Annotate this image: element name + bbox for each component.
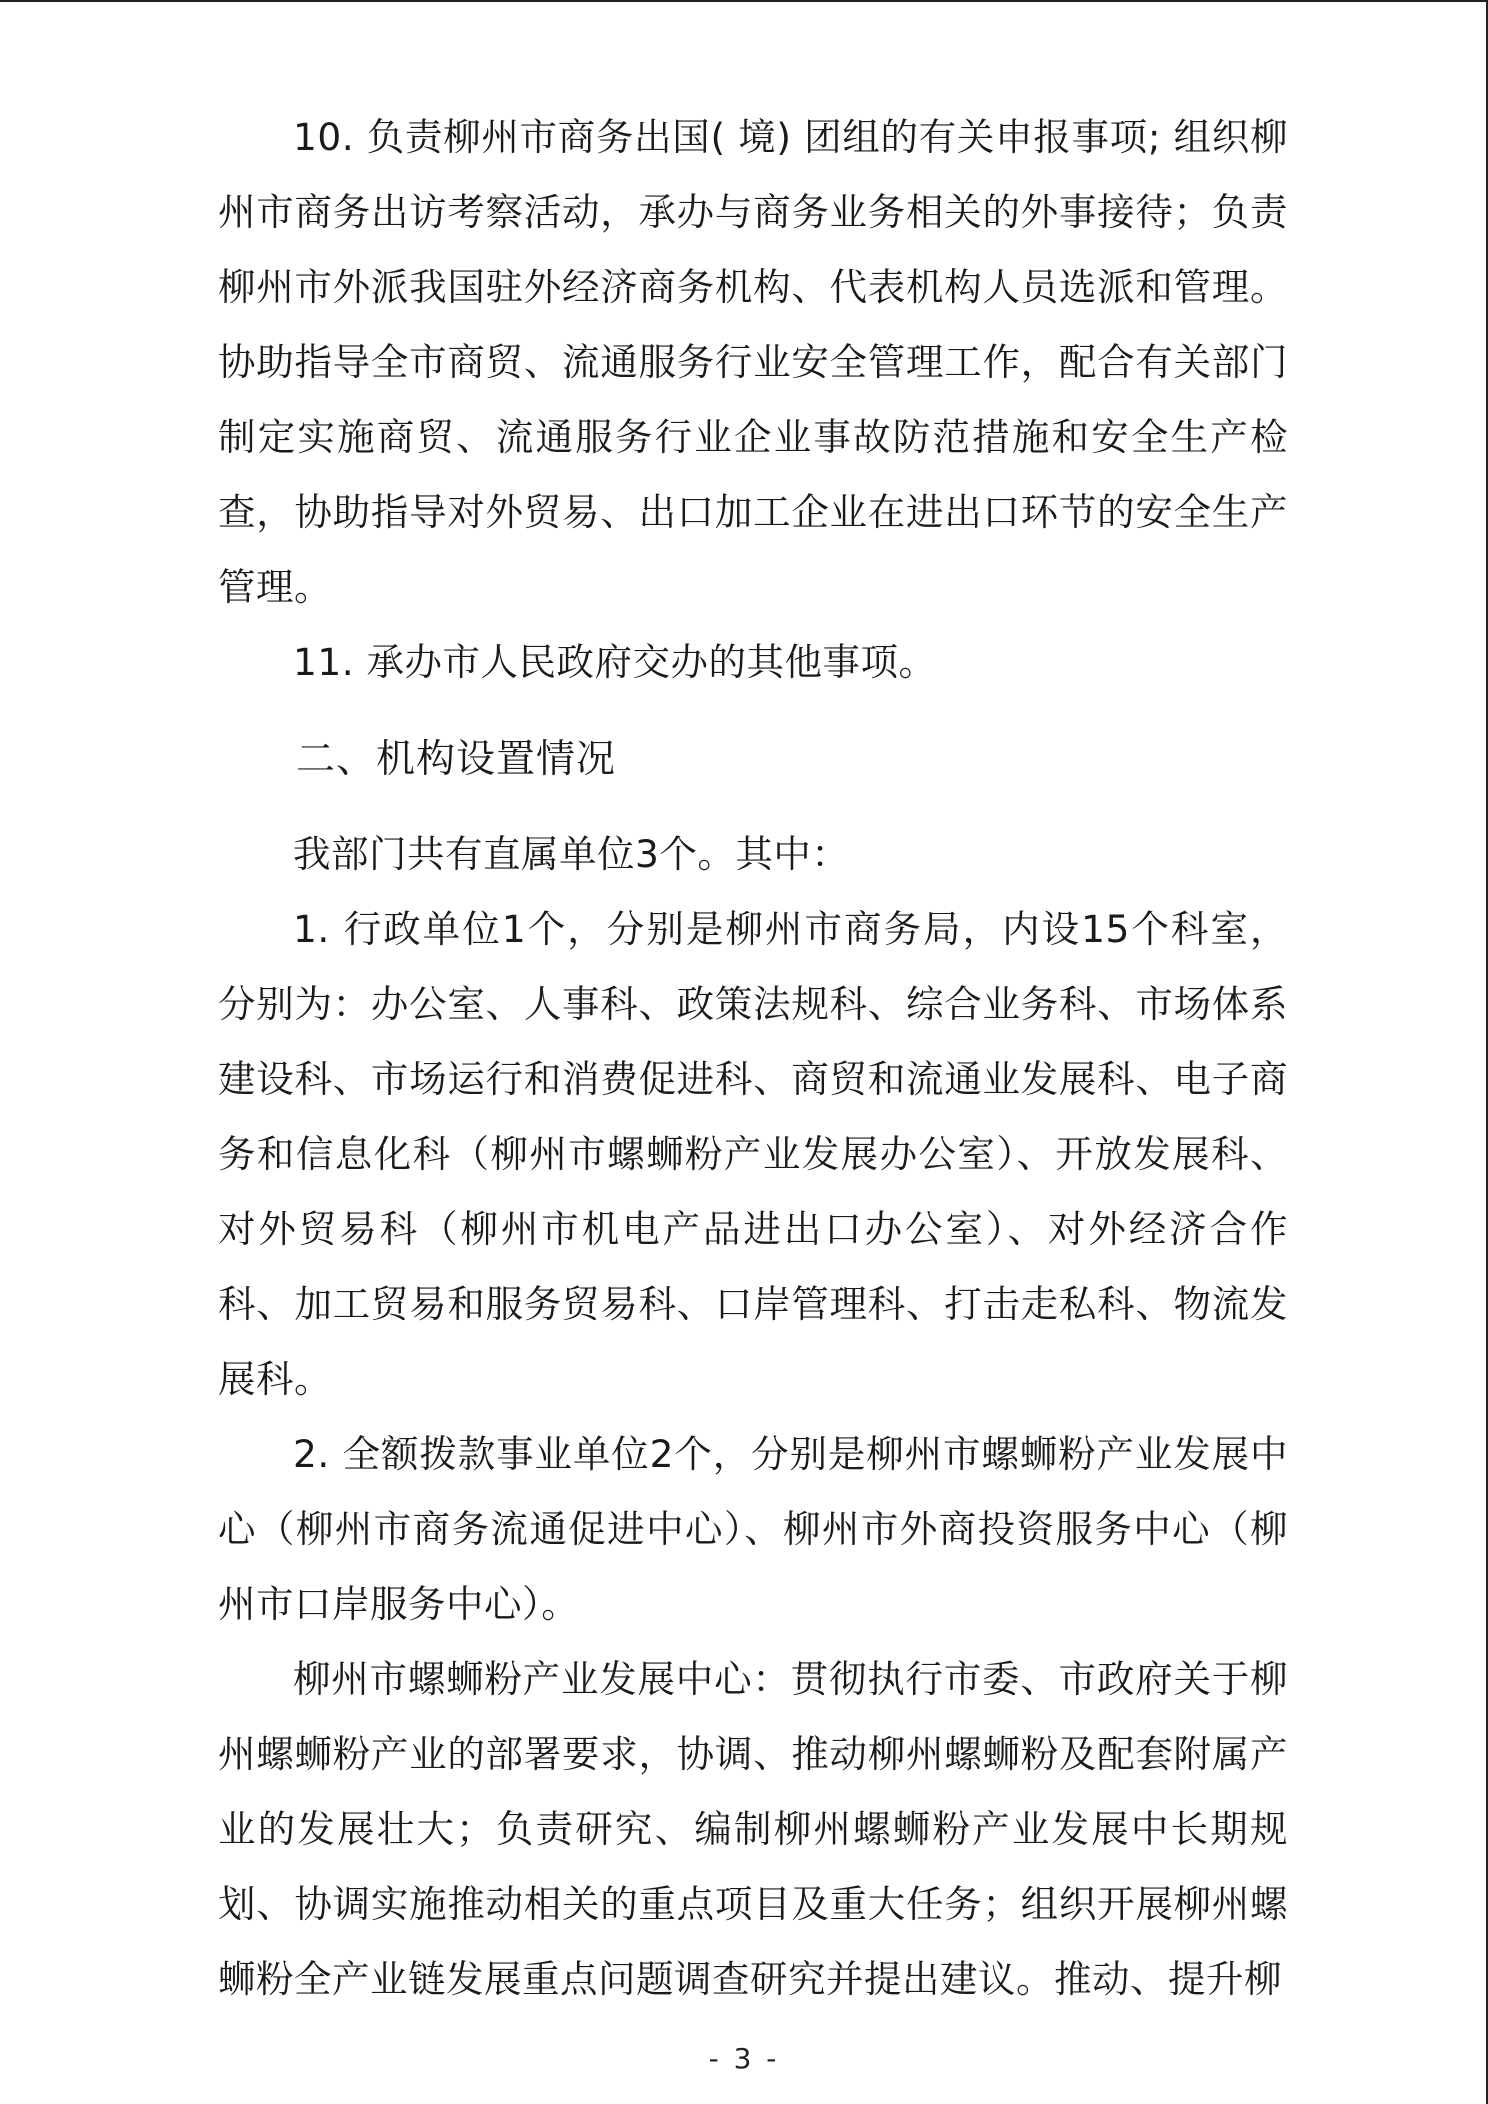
paragraph-item-11: 11. 承办市人民政府交办的其他事项。	[293, 640, 937, 684]
paragraph-unit-summary: 我部门共有直属单位3个。其中：	[293, 832, 850, 876]
page-number: - 3 -	[708, 2042, 780, 2075]
paragraph-funded-units: 2. 全额拨款事业单位2个，分别是柳州市螺蛳粉产业发展中心（柳州市商务流通促进中心）、柳州市外商投资服务中心（柳州市口岸服务中心）。	[218, 1432, 1288, 1626]
paragraph-center-duties: 柳州市螺蛳粉产业发展中心：贯彻执行市委、市政府关于柳州螺蛳粉产业的部署要求，协调、推动柳州螺蛳粉及配套附属产业的发展壮大；负责研究、编制柳州螺蛳粉产业发展中长期规划、协调实施推动相关的重点项目及重大任务；组织开展柳州螺蛳粉全产业链发展重点问题调查研究并提出建议。推动、提升柳	[218, 1657, 1288, 2001]
section-heading: 二、机构设置情况	[296, 737, 617, 782]
page-body	[218, 100, 1288, 2017]
paragraph-admin-unit: 1. 行政单位1个，分别是柳州市商务局，内设15个科室，分别为：办公室、人事科、政策法规科、综合业务科、市场体系建设科、市场运行和消费促进科、商贸和流通业发展科、电子商务和信息化科（柳州市螺蛳粉产业发展办公室）、开放发展科、对外贸易科（柳州市机电产品进出口办公室）、对外经济合作科、加工贸易和服务贸易科、口岸管理科、打击走私科、物流发展科。	[218, 907, 1288, 1401]
paragraph-item-10: 10. 负责柳州市商务出国( 境) 团组的有关申报事项; 组织柳州市商务出访考察活动，承办与商务业务相关的外事接待；负责柳州市外派我国驻外经济商务机构、代表机构人员选派和管理。协助指导全市商贸、流通服务行业安全管理工作，配合有关部门制定实施商贸、流通服务行业企业事故防范措施和安全生产检查，协助指导对外贸易、出口加工企业在进出口环节的安全生产管理。	[218, 115, 1288, 609]
